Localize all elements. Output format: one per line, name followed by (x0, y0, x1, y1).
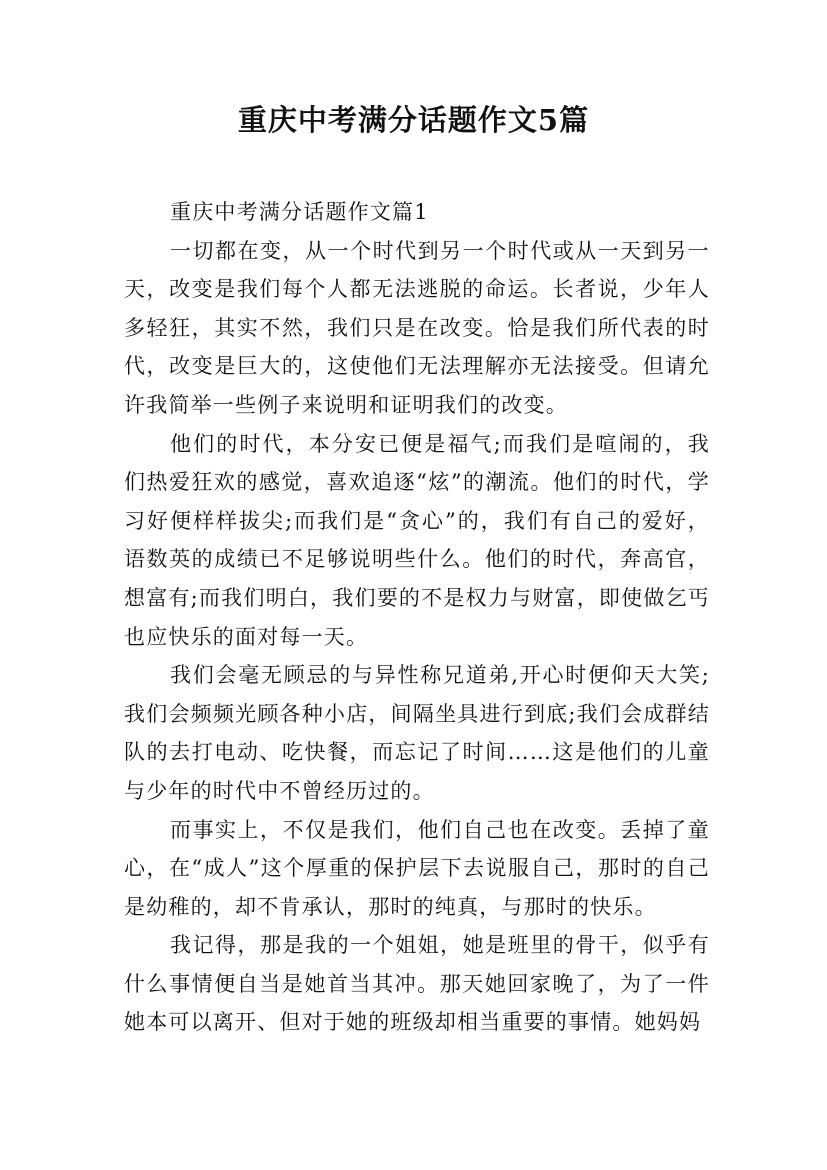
document-body (124, 193, 710, 1042)
paragraph-4: 而事实上，不仅是我们，他们自己也在改变。丢掉了童心，在“成人”这个厚重的保护层下去说服自己，那时的自己是幼稚的，却不肯承认，那时的纯真，与那时的快乐。 (124, 817, 710, 919)
paragraph-5: 我记得，那是我的一个姐姐，她是班里的骨干，似乎有什么事情便自当是她首当其冲。那天她回家晚了，为了一件她本可以离开、但对于她的班级却相当重要的事情。她妈妈 (124, 933, 710, 1035)
document-title: 重庆中考满分话题作文5篇 (237, 103, 590, 137)
paragraph-3: 我们会毫无顾忌的与异性称兄道弟,开心时便仰天大笑;我们会频频光顾各种小店，间隔坐具进行到底;我们会成群结队的去打电动、吃快餐，而忘记了时间……这是他们的儿童与少年的时代中不曾经历过的。 (124, 663, 710, 803)
paragraph-2: 他们的时代，本分安已便是福气;而我们是喧闹的，我们热爱狂欢的感觉，喜欢追逐“炫”的潮流。他们的时代，学习好便样样拔尖;而我们是“贪心”的，我们有自己的爱好，语数英的成绩已不足够说明些什么。他们的时代，奔高官，想富有;而我们明白，我们要的不是权力与财富，即使做乞丐也应快乐的面对每一天。 (124, 431, 710, 649)
paragraph-1: 一切都在变，从一个时代到另一个时代或从一天到另一天，改变是我们每个人都无法逃脱的命运。长者说，少年人多轻狂，其实不然，我们只是在改变。恰是我们所代表的时代，改变是巨大的，这使他们无法理解亦无法接受。但请允许我简举一些例子来说明和证明我们的改变。 (124, 238, 710, 417)
section-heading: 重庆中考满分话题作文篇1 (170, 200, 429, 224)
